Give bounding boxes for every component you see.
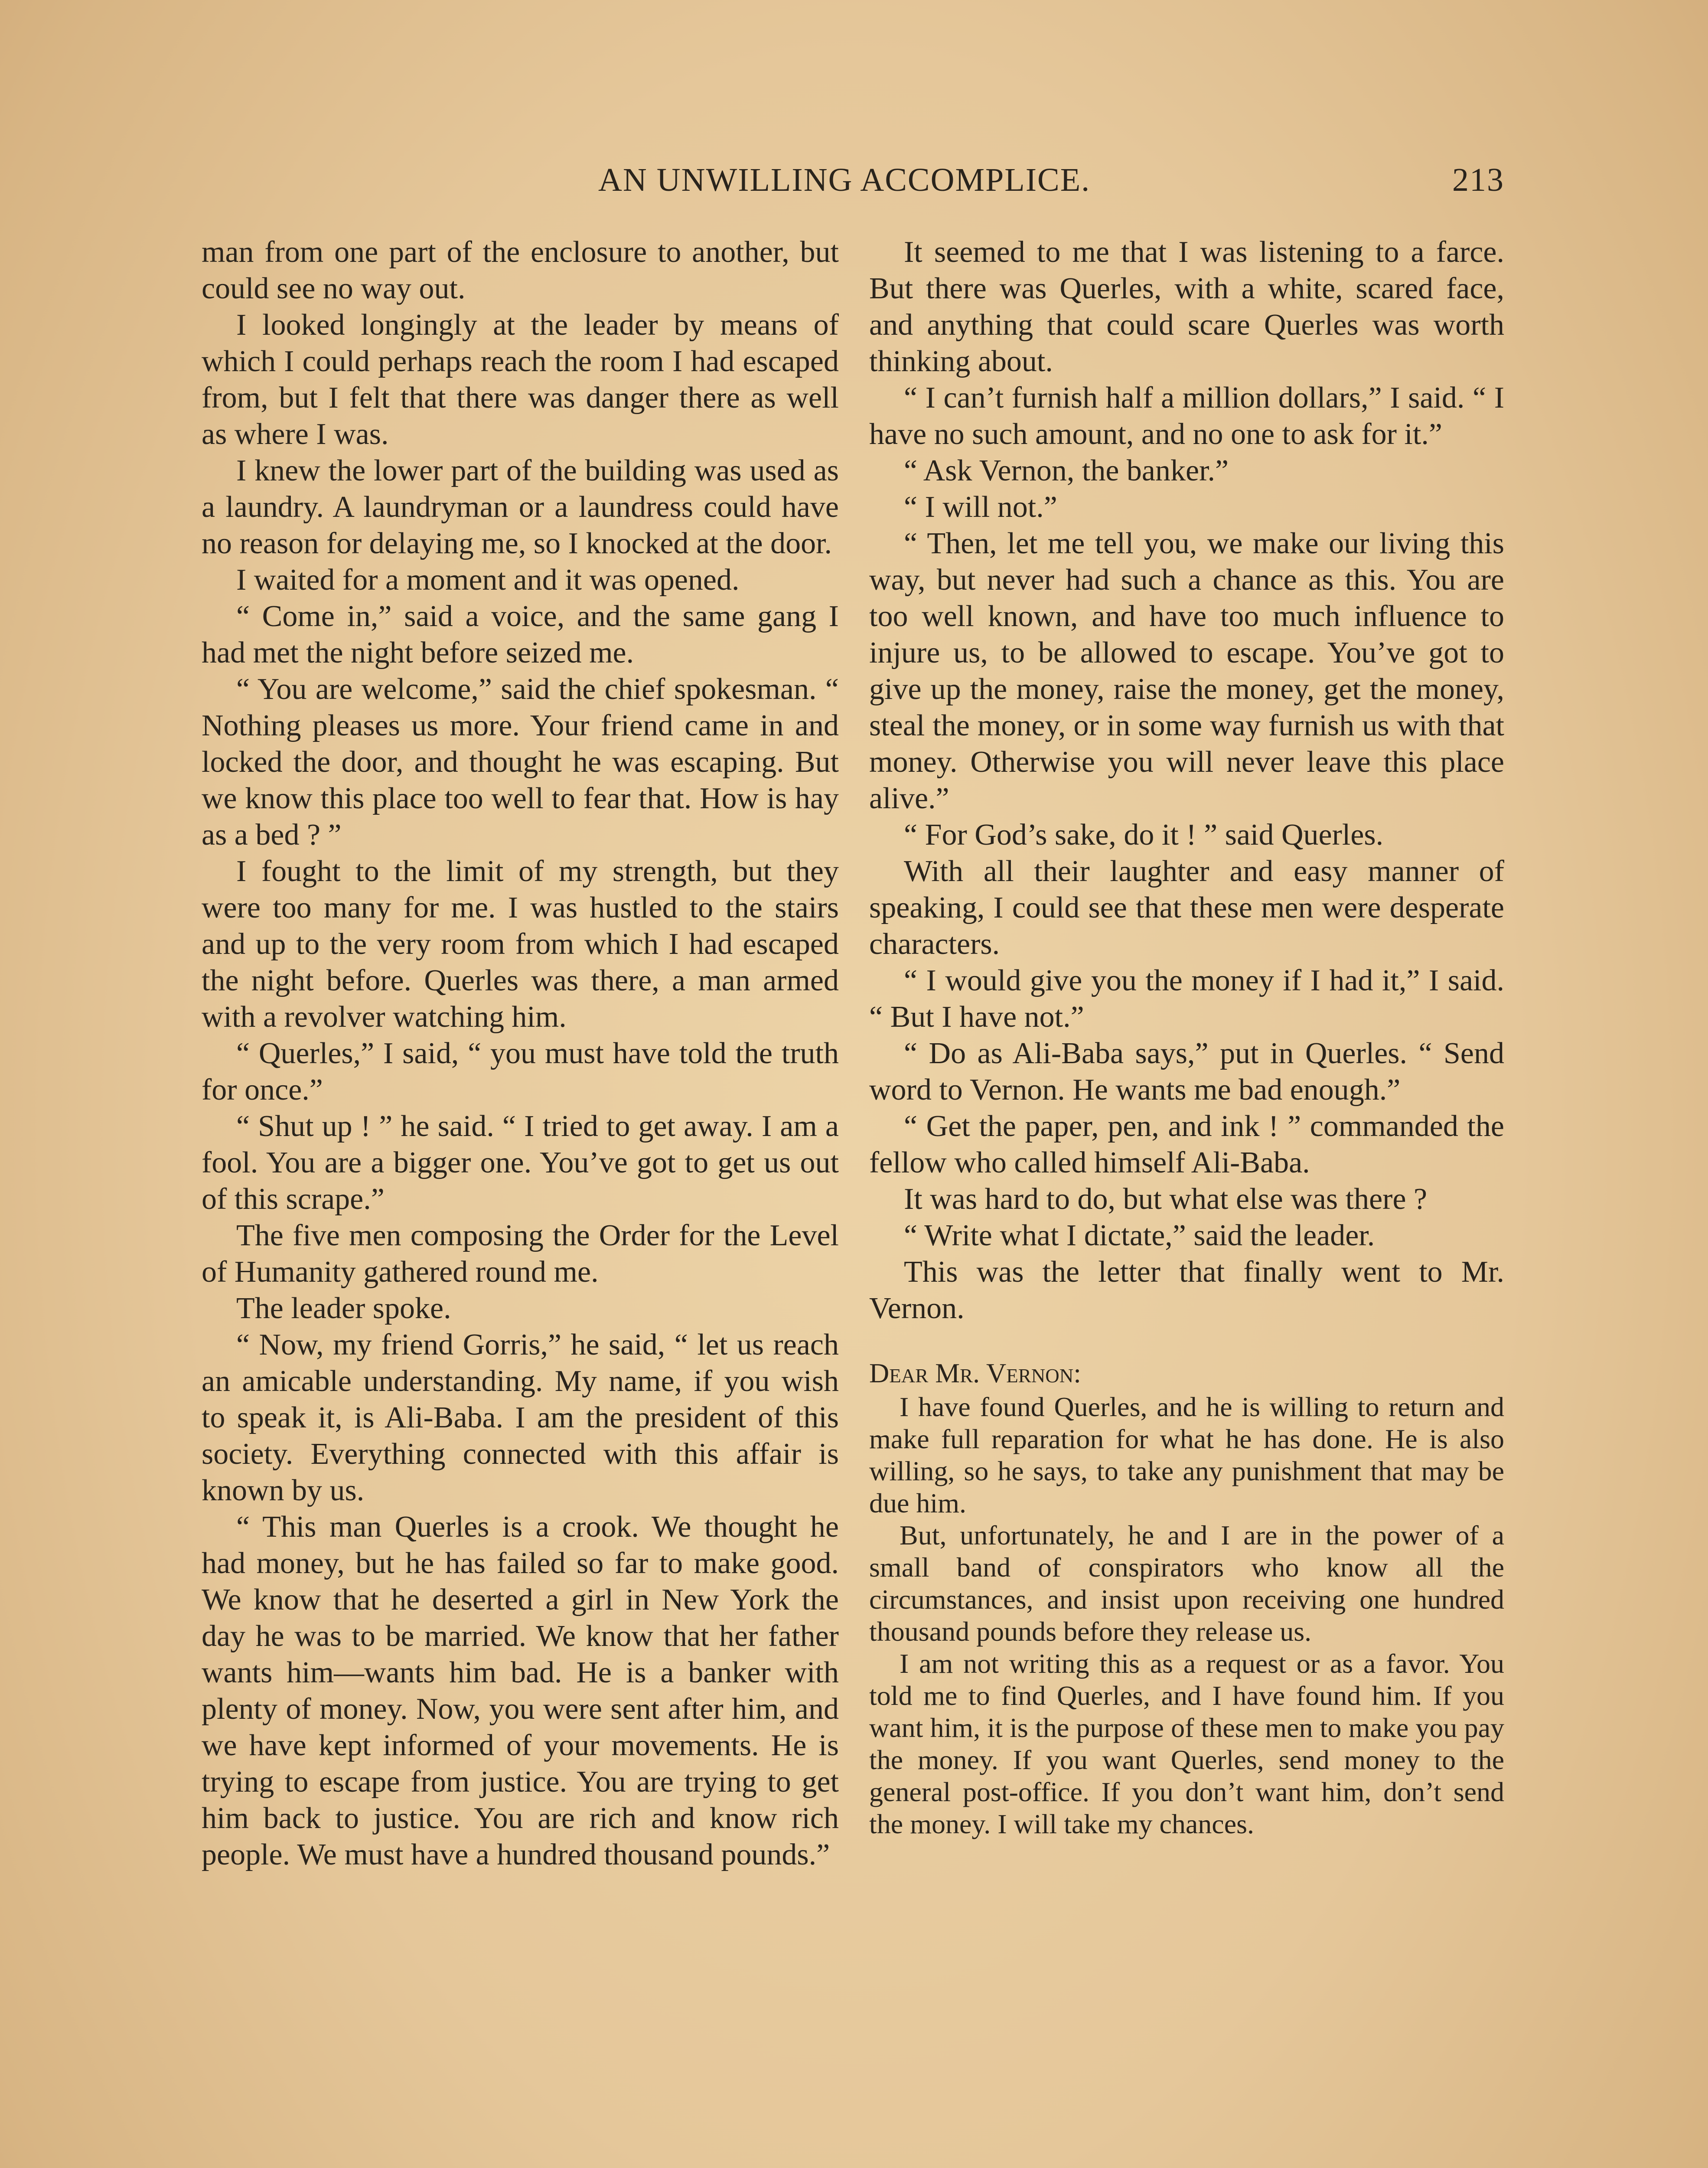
paragraph: It was hard to do, but what else was there ? bbox=[904, 1182, 1428, 1216]
paragraph: “ Now, my friend Gorris,” he said, “ let us reach an amicable understanding. My name, if you wish to speak it, is Ali-Baba. I am the president of this society. Everything connected with this affair is known by us. bbox=[202, 1328, 839, 1507]
page-number: 213 bbox=[1452, 162, 1504, 198]
letter-salutation: Dear Mr. Vernon: bbox=[869, 1358, 1081, 1388]
paragraph: With all their laughter and easy manner of speaking, I could see that these men were desperate characters. bbox=[869, 855, 1504, 961]
letter-paragraph: I have found Querles, and he is willing to return and make full reparation for what he has done. He is also willing, so he says, to take any punishment that may be due him. bbox=[869, 1391, 1504, 1518]
right-column bbox=[869, 234, 1504, 1840]
paragraph: “ I can’t furnish half a million dollars,” I said. “ I have no such amount, and no one to ask for it.” bbox=[869, 381, 1504, 451]
paragraph: I looked longingly at the leader by means of which I could perhaps reach the room I had escaped from, but I felt that there was danger there as well as where I was. bbox=[202, 308, 839, 451]
letter-block bbox=[869, 1357, 1504, 1840]
letter-paragraph: I am not writing this as a request or as a favor. You told me to find Querles, and I have found him. If you want him, it is the purpose of these men to make you pay the money. If you want Querles, send money to the general post-office. If you don’t want him, don’t send the money. I will take my chances. bbox=[869, 1648, 1504, 1839]
paragraph: I knew the lower part of the building was used as a laundry. A laundryman or a laundress could have no reason for delaying me, so I knocked at the door. bbox=[202, 454, 839, 560]
paragraph: “ Ask Vernon, the banker.” bbox=[904, 454, 1229, 487]
paragraph: “ Querles,” I said, “ you must have told the truth for once.” bbox=[202, 1037, 839, 1107]
paragraph: “ Write what I dictate,” said the leader. bbox=[904, 1219, 1375, 1252]
paragraph: man from one part of the enclosure to another, but could see no way out. bbox=[202, 235, 839, 305]
paragraph: “ I will not.” bbox=[904, 490, 1057, 524]
paragraph: “ For God’s sake, do it ! ” said Querles. bbox=[904, 818, 1384, 852]
paragraph: This was the letter that finally went to Mr. Vernon. bbox=[869, 1255, 1504, 1325]
paragraph: “ Get the paper, pen, and ink ! ” commanded the fellow who called himself Ali-Baba. bbox=[869, 1110, 1504, 1179]
paragraph: “ Then, let me tell you, we make our living this way, but never had such a chance as this. You are too well known, and have too much influence to injure us, to be allowed to escape. You’ve got to give up the money, raise the money, get the money, steal the money, or in some way furnish us with that money. Otherwise you will never leave this place alive.” bbox=[869, 527, 1504, 815]
paragraph: “ I would give you the money if I had it,” I said. “ But I have not.” bbox=[869, 964, 1504, 1034]
paragraph: I fought to the limit of my strength, but they were too many for me. I was hustled to the stairs and up to the very room from which I had escaped the night before. Querles was there, a man armed with a revolver watching him. bbox=[202, 855, 839, 1034]
paragraph: “ This man Querles is a crook. We thought he had money, but he has failed so far to make good. We know that he deserted a girl in New York the day he was to be married. We know that her father wants him—wants him bad. He is a banker with plenty of money. Now, you were sent after him, and we have kept informed of your movements. He is trying to escape from justice. You are trying to get him back to justice. You are rich and know rich people. We must have a hundred thousand pounds.” bbox=[202, 1510, 839, 1871]
paragraph: The five men composing the Order for the Level of Humanity gathered round me. bbox=[202, 1219, 839, 1289]
paragraph: “ You are welcome,” said the chief spokesman. “ Nothing pleases us more. Your friend came in and locked the door, and thought he was escaping. But we know this place too well to fear that. How is hay as a bed ? ” bbox=[202, 673, 839, 852]
paragraph: The leader spoke. bbox=[236, 1292, 451, 1325]
running-title: AN UNWILLING ACCOMPLICE. bbox=[598, 162, 1091, 198]
page-header bbox=[598, 161, 1504, 205]
paragraph: “ Do as Ali-Baba says,” put in Querles. “ Send word to Vernon. He wants me bad enough.” bbox=[869, 1037, 1504, 1107]
letter-paragraph: But, unfortunately, he and I are in the power of a small band of conspirators who know all the circumstances, and insist upon receiving one hundred thousand pounds before they release us. bbox=[869, 1520, 1504, 1647]
paragraph: I waited for a moment and it was opened. bbox=[236, 563, 740, 597]
left-column bbox=[202, 234, 839, 1873]
paragraph: “ Come in,” said a voice, and the same gang I had met the night before seized me. bbox=[202, 600, 839, 669]
paragraph: “ Shut up ! ” he said. “ I tried to get away. I am a fool. You are a bigger one. You’ve got to get us out of this scrape.” bbox=[202, 1110, 839, 1216]
paragraph: It seemed to me that I was listening to a farce. But there was Querles, with a white, scared face, and anything that could scare Querles was worth thinking about. bbox=[869, 235, 1504, 378]
